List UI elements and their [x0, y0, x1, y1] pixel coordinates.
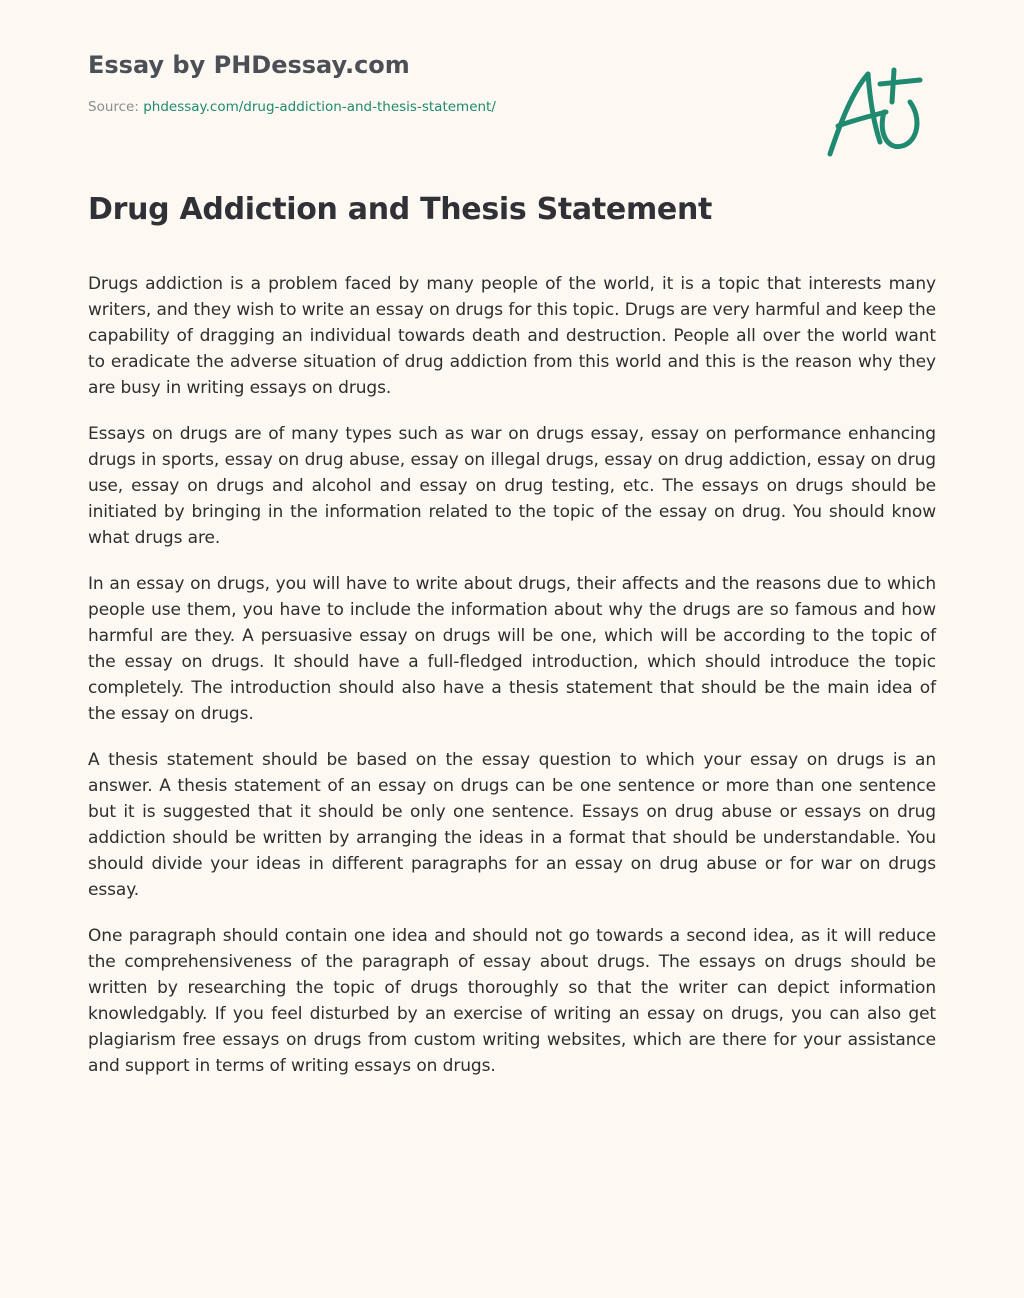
document-body: [88, 271, 936, 1099]
source-link[interactable]: phdessay.com/drug-addiction-and-thesis-statement/: [143, 99, 496, 115]
paragraph: Drugs addiction is a problem faced by many people of the world, it is a topic that interests many writers, and they wish to write an essay on drugs for this topic. Drugs are very harmful and keep the capability of dragging an individual towards death and destruction. People all over the world want to eradicate the adverse situation of drug addiction from this world and this is the reason why they are busy in writing essays on drugs.: [88, 274, 936, 398]
source-line: [88, 98, 788, 116]
paragraph: One paragraph should contain one idea and should not go towards a second idea, as it will reduce the comprehensiveness of the paragraph of essay about drugs. The essays on drugs should be written by researching the topic of drugs thoroughly so that the writer can depict information knowledgably. If you feel disturbed by an exercise of writing an essay on drugs, you can also get plagiarism free essays on drugs from custom writing websites, which are there for your assistance and support in terms of writing essays on drugs.: [88, 926, 936, 1076]
a-plus-grade-icon: [822, 62, 930, 162]
document-title: Drug Addiction and Thesis Statement: [88, 192, 713, 227]
paragraph: A thesis statement should be based on the essay question to which your essay on drugs is an answer. A thesis statement of an essay on drugs can be one sentence or more than one sentence but it is suggested that it should be only one sentence. Essays on drug abuse or essays on drug addiction should be written by arranging the ideas in a format that should be understandable. You should divide your ideas in different paragraphs for an essay on drug abuse or for war on drugs essay.: [88, 750, 936, 900]
site-title: Essay by PHDessay.com: [88, 51, 410, 79]
source-label: Source:: [88, 99, 139, 115]
paragraph: In an essay on drugs, you will have to write about drugs, their affects and the reasons due to which people use them, you have to include the information about why the drugs are so famous and how harmful are they. A persuasive essay on drugs will be one, which will be according to the topic of the essay on drugs. It should have a full-fledged introduction, which should introduce the topic completely. The introduction should also have a thesis statement that should be the main idea of the essay on drugs.: [88, 574, 936, 724]
paragraph: Essays on drugs are of many types such as war on drugs essay, essay on performance enhancing drugs in sports, essay on drug abuse, essay on illegal drugs, essay on drug addiction, essay on drug use, essay on drugs and alcohol and essay on drug testing, etc. The essays on drugs should be initiated by bringing in the information related to the topic of the essay on drug. You should know what drugs are.: [88, 424, 936, 548]
page-header: [88, 48, 788, 116]
